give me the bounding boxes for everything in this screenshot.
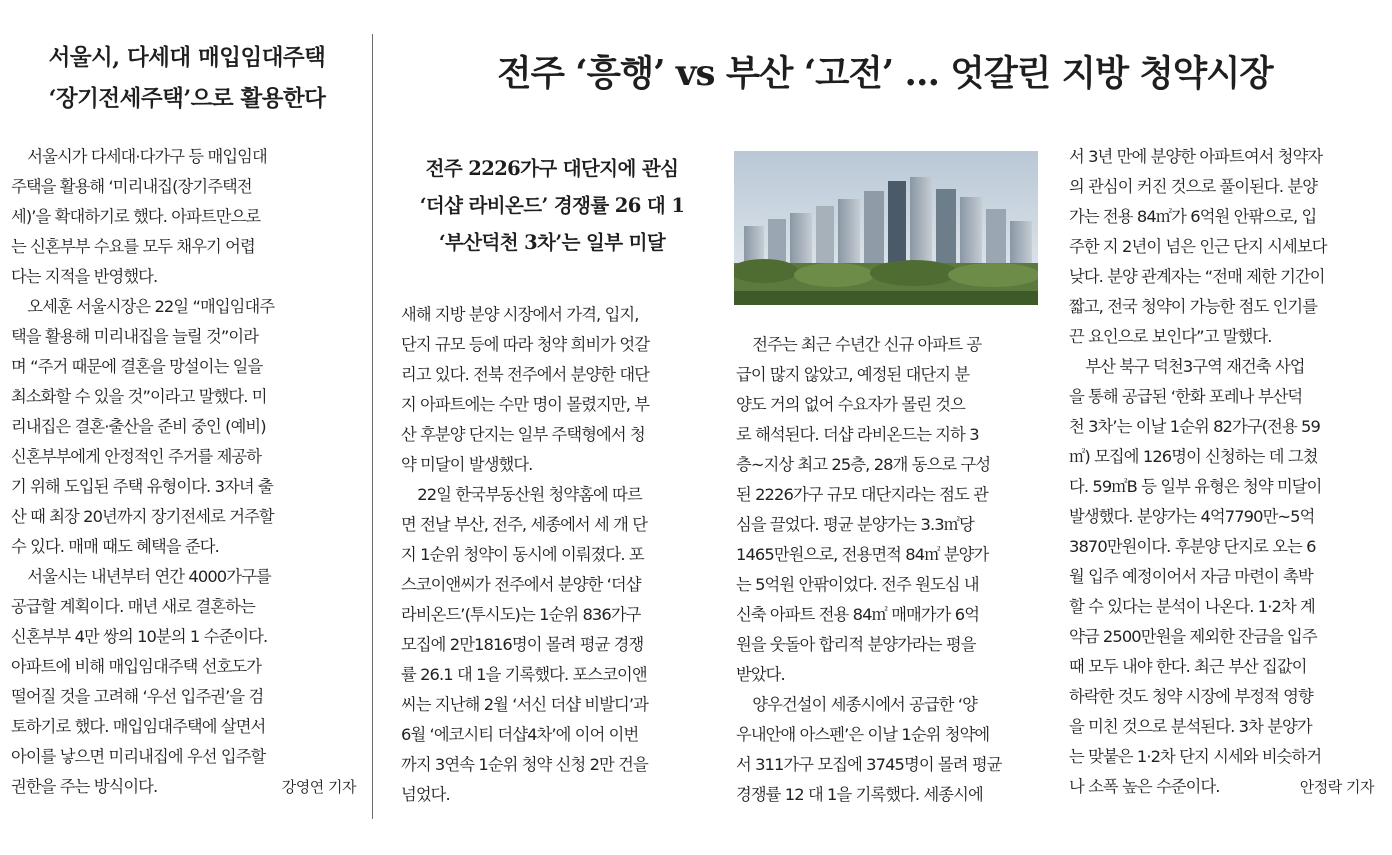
text-line: 때 모두 내야 한다. 최근 부산 집값이 (1069, 657, 1307, 676)
paragraph (11, 142, 356, 292)
text-line: 양우건설이 세종시에서 공급한 ‘양 (752, 695, 977, 714)
text-line: 단지 규모 등에 따라 청약 희비가 엇갈 (401, 335, 650, 354)
text-line: 최소화할 수 있을 것”이라고 말했다. 미 (11, 387, 267, 406)
text-line: 할 수 있다는 분석이 나온다. 1·2차 계 (1069, 597, 1315, 616)
text-line: 라비온드’(투시도)는 1순위 836가구 (401, 605, 641, 624)
text-line: 오세훈 서울시장은 22일 “매입임대주 (27, 297, 275, 316)
text-line: 주한 지 2년이 넘은 인근 단지 시세보다 (1069, 237, 1327, 256)
text-line: 지 1순위 청약이 동시에 이뤄졌다. 포 (401, 545, 644, 564)
text-line: 기 위해 도입된 주택 유형이다. 3자녀 출 (11, 477, 273, 496)
text-line: 씨는 지난해 2월 ‘서신 더샵 비발디’과 (401, 695, 648, 714)
text-line: 짧고, 전국 청약이 가능한 점도 인기를 (1069, 297, 1318, 316)
subhead-line: 전주 2226가구 대단지에 관심 (425, 157, 679, 180)
text-line: 산 후분양 단지는 일부 주택형에서 청 (401, 425, 645, 444)
text-line: 넘었다. (401, 785, 450, 804)
text-line: 아파트에 비해 매입임대주택 선호도가 (11, 657, 262, 676)
paragraph (11, 292, 356, 562)
paragraph (401, 480, 711, 810)
text-line: 새해 지방 분양 시장에서 가격, 입지, (401, 305, 639, 324)
text-line: 발생했다. 분양가는 4억7790만~5억 (1069, 507, 1315, 526)
main-article-column-1 (401, 300, 711, 810)
text-line: 떨어질 것을 고려해 ‘우선 입주권’을 검 (11, 687, 264, 706)
text-line: 원을 웃돌아 합리적 분양가라는 평을 (736, 635, 976, 654)
text-line: 신축 아파트 전용 84㎡ 매매가가 6억 (736, 605, 980, 624)
text-line: 약금 2500만원을 제외한 잔금을 입주 (1069, 627, 1317, 646)
text-line: 세)’을 확대하기로 했다. 아파트만으로 (11, 207, 261, 226)
text-line: 률 26.1 대 1을 기록했다. 포스코이앤 (401, 665, 647, 684)
text-line: 는 5억원 안팎이었다. 전주 원도심 내 (736, 575, 979, 594)
text-line: 양도 거의 없어 수요자가 몰린 것으 (736, 395, 965, 414)
text-line: 하락한 것도 청약 시장에 부정적 영향 (1069, 687, 1313, 706)
text-line: 다는 지적을 반영했다. (11, 267, 158, 286)
text-line: 리내집은 결혼·출산을 준비 중인 (예비) (11, 417, 266, 436)
text-line: 수 있다. 매매 때도 혜택을 준다. (11, 537, 219, 556)
text-line: ㎡) 모집에 126명이 신청하는 데 그쳤 (1069, 447, 1318, 466)
text-line: 지 아파트에는 수만 명이 몰렸지만, 부 (401, 395, 650, 414)
text-line: 며 “주거 때문에 결혼을 망설이는 일을 (11, 357, 263, 376)
text-line: 6월 ‘에코시티 더샵4차’에 이어 이번 (401, 725, 639, 744)
text-line: 천 3차’는 이날 1순위 82가구(전용 59 (1069, 417, 1320, 436)
text-line: 서울시가 다세대·다가구 등 매입임대 (27, 147, 267, 166)
text-line: 산 때 최장 20년까지 장기전세로 거주할 (11, 507, 274, 526)
text-line: 서 311가구 모집에 3745명이 몰려 평균 (736, 755, 1002, 774)
text-line: 면 전날 부산, 전주, 세종에서 세 개 단 (401, 515, 648, 534)
column-divider (372, 34, 373, 819)
text-line: 모집에 2만1816명이 몰려 평균 경쟁 (401, 635, 644, 654)
text-line: 택을 활용해 미리내집을 늘릴 것”이라 (11, 327, 259, 346)
text-line: 된 2226가구 규모 대단지라는 점도 관 (736, 485, 988, 504)
text-line: 약 미달이 발생했다. (401, 455, 533, 474)
text-line: 다. 59㎡B 등 일부 유형은 청약 미달이 (1069, 477, 1322, 496)
headline-line: 서울시, 다세대 매입임대주택 (48, 45, 326, 71)
text-line: 는 맞붙은 1·2차 단지 시세와 비슷하거 (1069, 747, 1322, 766)
left-article-headline (10, 38, 364, 120)
paragraph (736, 690, 1041, 810)
text-line: 끈 요인으로 보인다”고 말했다. (1069, 327, 1272, 346)
text-line: 서 3년 만에 분양한 아파트여서 청약자 (1069, 147, 1323, 166)
text-line: 의 관심이 커진 것으로 풀이된다. 분양 (1069, 177, 1318, 196)
text-line: 3870만원이다. 후분양 단지로 오는 6 (1069, 537, 1316, 556)
text-line: 로 해석된다. 더샵 라비온드는 지하 3 (736, 425, 979, 444)
text-line: 리고 있다. 전북 전주에서 분양한 대단 (401, 365, 650, 384)
text-line: 부산 북구 덕천3구역 재건축 사업 (1085, 357, 1305, 376)
text-line: 을 통해 공급된 ‘한화 포레나 부산덕 (1069, 387, 1303, 406)
left-article-body (11, 142, 356, 802)
paragraph (11, 562, 356, 802)
headline-line: ‘장기전세주택’으로 활용한다 (48, 86, 326, 112)
text-line: 는 신혼부부 수요를 모두 채우기 어렵 (11, 237, 255, 256)
text-line: 아이를 낳으면 미리내집에 우선 입주할 (11, 747, 266, 766)
text-line: 경쟁률 12 대 1을 기록했다. 세종시에 (736, 785, 983, 804)
main-article-column-2 (736, 330, 1041, 810)
subhead-line: ‘더샵 라비온드’ 경쟁률 26 대 1 (419, 194, 685, 217)
apartment-complex-photo (734, 151, 1038, 305)
main-article-title: 전주 ‘흥행’ vs 부산 ‘고전’ … 엇갈린 지방 청약시장 (497, 53, 1273, 94)
main-article-column-3 (1069, 142, 1374, 802)
subhead-line: ‘부산덕천 3차’는 일부 미달 (438, 231, 666, 254)
text-line: 심을 끌었다. 평균 분양가는 3.3㎡당 (736, 515, 974, 534)
text-line: 까지 3연속 1순위 청약 신청 2만 건을 (401, 755, 648, 774)
text-line: 토하기로 했다. 매입임대주택에 살면서 (11, 717, 266, 736)
byline: 안정락 기자 (1299, 778, 1374, 796)
text-line: 받았다. (736, 665, 785, 684)
text-line: 낮다. 분양 관계자는 “전매 제한 기간이 (1069, 267, 1325, 286)
paragraph (401, 300, 711, 480)
text-line: 주택을 활용해 ‘미리내집(장기주택전 (11, 177, 252, 196)
paragraph (1069, 352, 1374, 802)
text-line: 우내안애 아스펜’은 이날 1순위 청약에 (736, 725, 990, 744)
text-line: 서울시는 내년부터 연간 4000가구를 (27, 567, 271, 586)
text-line: 월 입주 예정이어서 자금 마련이 촉박 (1069, 567, 1313, 586)
paragraph (1069, 142, 1374, 352)
main-article-subheads (392, 150, 712, 261)
paragraph (736, 330, 1041, 690)
text-line: 가는 전용 84㎡가 6억원 안팎으로, 입 (1069, 207, 1317, 226)
text-line: 신혼부부 4만 쌍의 10분의 1 수준이다. (11, 627, 268, 646)
text-line: 나 소폭 높은 수준이다. 안정락 기자 (1069, 772, 1374, 802)
text-line: 공급할 계획이다. 매년 새로 결혼하는 (11, 597, 255, 616)
text-line: 스코이앤씨가 전주에서 분양한 ‘더샵 (401, 575, 641, 594)
byline: 강영연 기자 (281, 778, 356, 796)
text-line: 급이 많지 않았고, 예정된 대단지 분 (736, 365, 970, 384)
text-line: 층~지상 최고 25층, 28개 동으로 구성 (736, 455, 991, 474)
text-line: 신혼부부에게 안정적인 주거를 제공하 (11, 447, 262, 466)
text-line: 권한을 주는 방식이다. 강영연 기자 (11, 772, 356, 802)
text-line: 1465만원으로, 전용면적 84㎡ 분양가 (736, 545, 989, 564)
text-line: 을 미친 것으로 분석된다. 3차 분양가 (1069, 717, 1312, 736)
text-line: 22일 한국부동산원 청약홈에 따르 (417, 485, 642, 504)
apartment-rendering-icon (734, 151, 1038, 305)
text-line: 전주는 최근 수년간 신규 아파트 공 (752, 335, 982, 354)
